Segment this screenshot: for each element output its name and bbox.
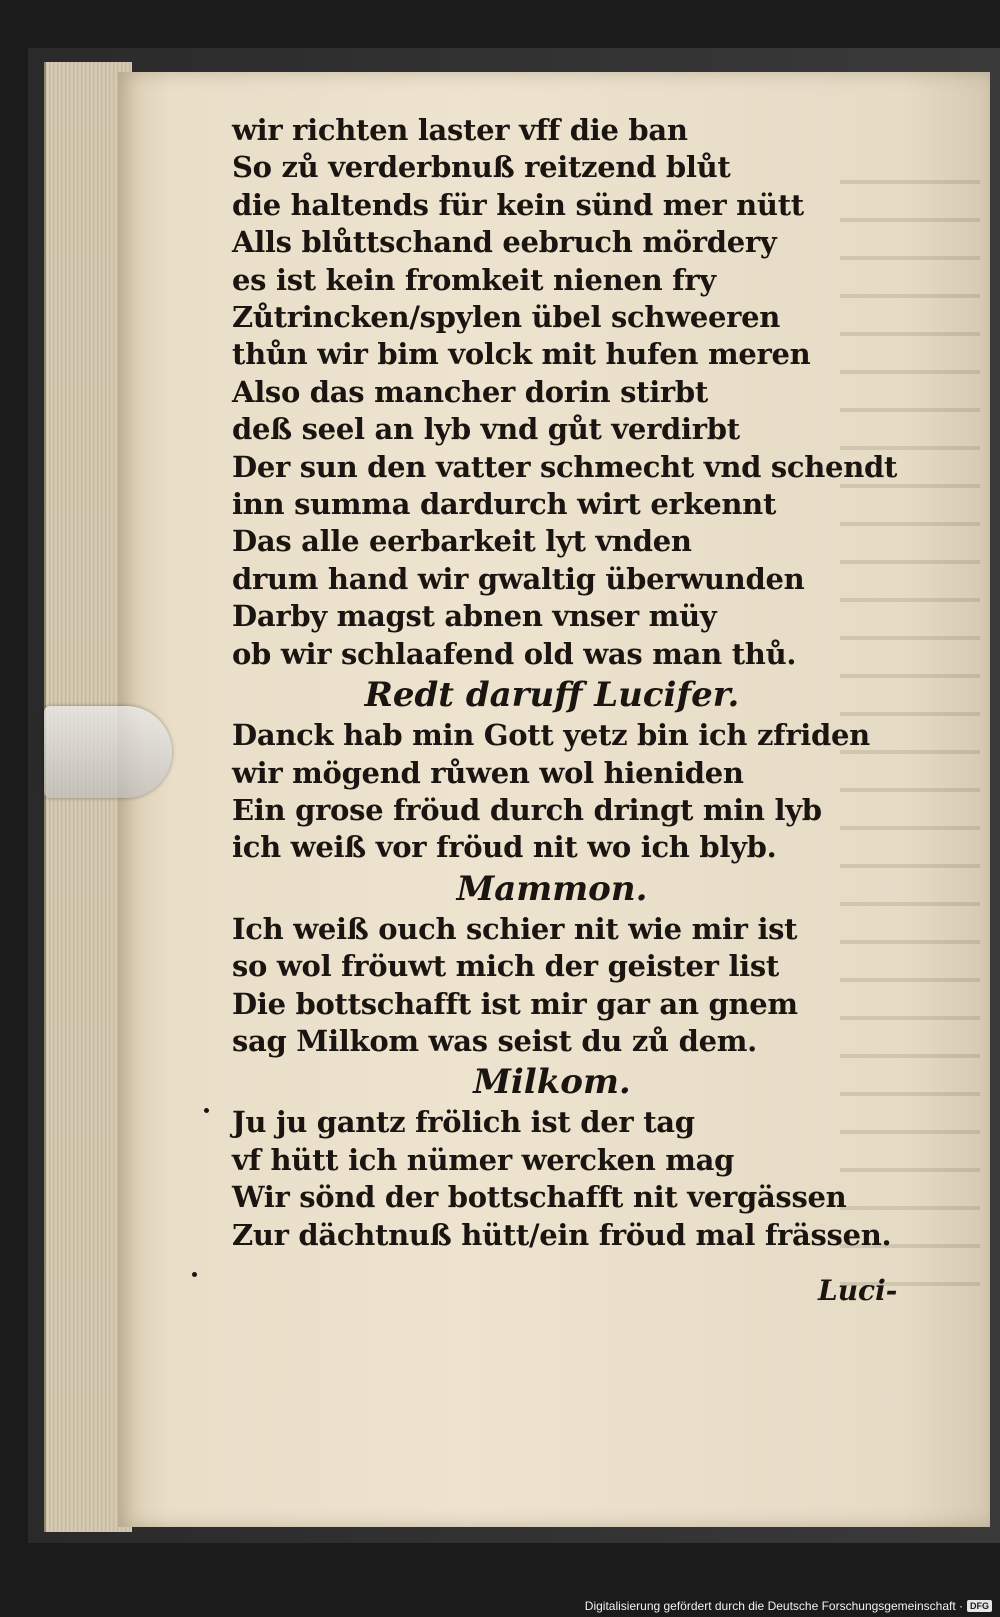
dfg-logo: DFG xyxy=(967,1600,992,1612)
verse-text xyxy=(232,112,898,1254)
footer-bar xyxy=(585,1597,992,1615)
ink-speck xyxy=(204,1108,209,1113)
speaker-heading-milkom: Milkom. xyxy=(473,1062,631,1103)
verse-line: ich weiß vor fröud nit wo ich blyb. xyxy=(232,830,777,865)
verse-line: Ju ju gantz frölich ist der tag xyxy=(232,1105,695,1140)
speaker-heading-mammon: Mammon. xyxy=(456,868,648,909)
verse-line: Also das mancher dorin stirbt xyxy=(232,374,708,409)
catchword: Luci- xyxy=(818,1274,898,1307)
verse-line: Das alle eerbarkeit lyt vnden xyxy=(232,524,692,559)
verse-line: wir richten laster vff die ban xyxy=(232,113,688,147)
verse-group-1 xyxy=(232,112,898,673)
verse-line: es ist kein fromkeit nienen fry xyxy=(232,262,716,297)
footer-credit: Digitalisierung gefördert durch die Deutsche Forschungsgemeinschaft · xyxy=(584,1599,963,1613)
verse-line: Danck hab min Gott yetz bin ich zfriden xyxy=(232,718,870,753)
verse-line: vf hütt ich nümer wercken mag xyxy=(232,1142,735,1177)
verse-line: So zů verderbnuß reitzend blůt xyxy=(232,150,731,185)
verse-line: so wol fröuwt mich der geister list xyxy=(232,949,780,984)
ink-speck xyxy=(192,1272,197,1277)
verse-group-2 xyxy=(232,717,872,867)
verse-line: ob wir schlaafend old was man thů. xyxy=(232,636,797,671)
verse-group-4 xyxy=(232,1104,892,1254)
verse-line: Zůtrincken/spylen übel schweeren xyxy=(232,300,781,335)
verse-line: Ich weiß ouch schier nit wie mir ist xyxy=(232,911,798,946)
verse-line: die haltends für kein sünd mer nütt xyxy=(232,187,804,222)
verse-line: Darby magst abnen vnser müy xyxy=(232,599,717,634)
verse-line: inn summa dardurch wirt erkennt xyxy=(232,487,777,522)
verse-line: Die bottschafft ist mir gar an gnem xyxy=(232,986,798,1021)
verse-line: Der sun den vatter schmecht vnd schendt xyxy=(232,449,898,484)
verse-line: Ein grose fröud durch dringt min lyb xyxy=(232,792,822,827)
verse-line: wir mögend růwen wol hieniden xyxy=(232,755,744,790)
page-clip xyxy=(44,706,172,798)
verse-group-3 xyxy=(232,911,872,1061)
verse-line: Zur dächtnuß hütt/ein fröud mal frässen. xyxy=(232,1217,892,1252)
verse-line: Wir sönd der bottschafft nit vergässen xyxy=(232,1180,847,1215)
verse-line: thůn wir bim volck mit hufen meren xyxy=(232,337,811,372)
verse-line: sag Milkom was seist du zů dem. xyxy=(232,1023,757,1058)
verse-line: Alls blůttschand eebruch mördery xyxy=(232,225,777,260)
speaker-heading-lucifer: Redt daruff Lucifer. xyxy=(364,675,740,716)
verse-line: drum hand wir gwaltig überwunden xyxy=(232,561,805,596)
verse-line: deß seel an lyb vnd gůt verdirbt xyxy=(232,412,740,447)
